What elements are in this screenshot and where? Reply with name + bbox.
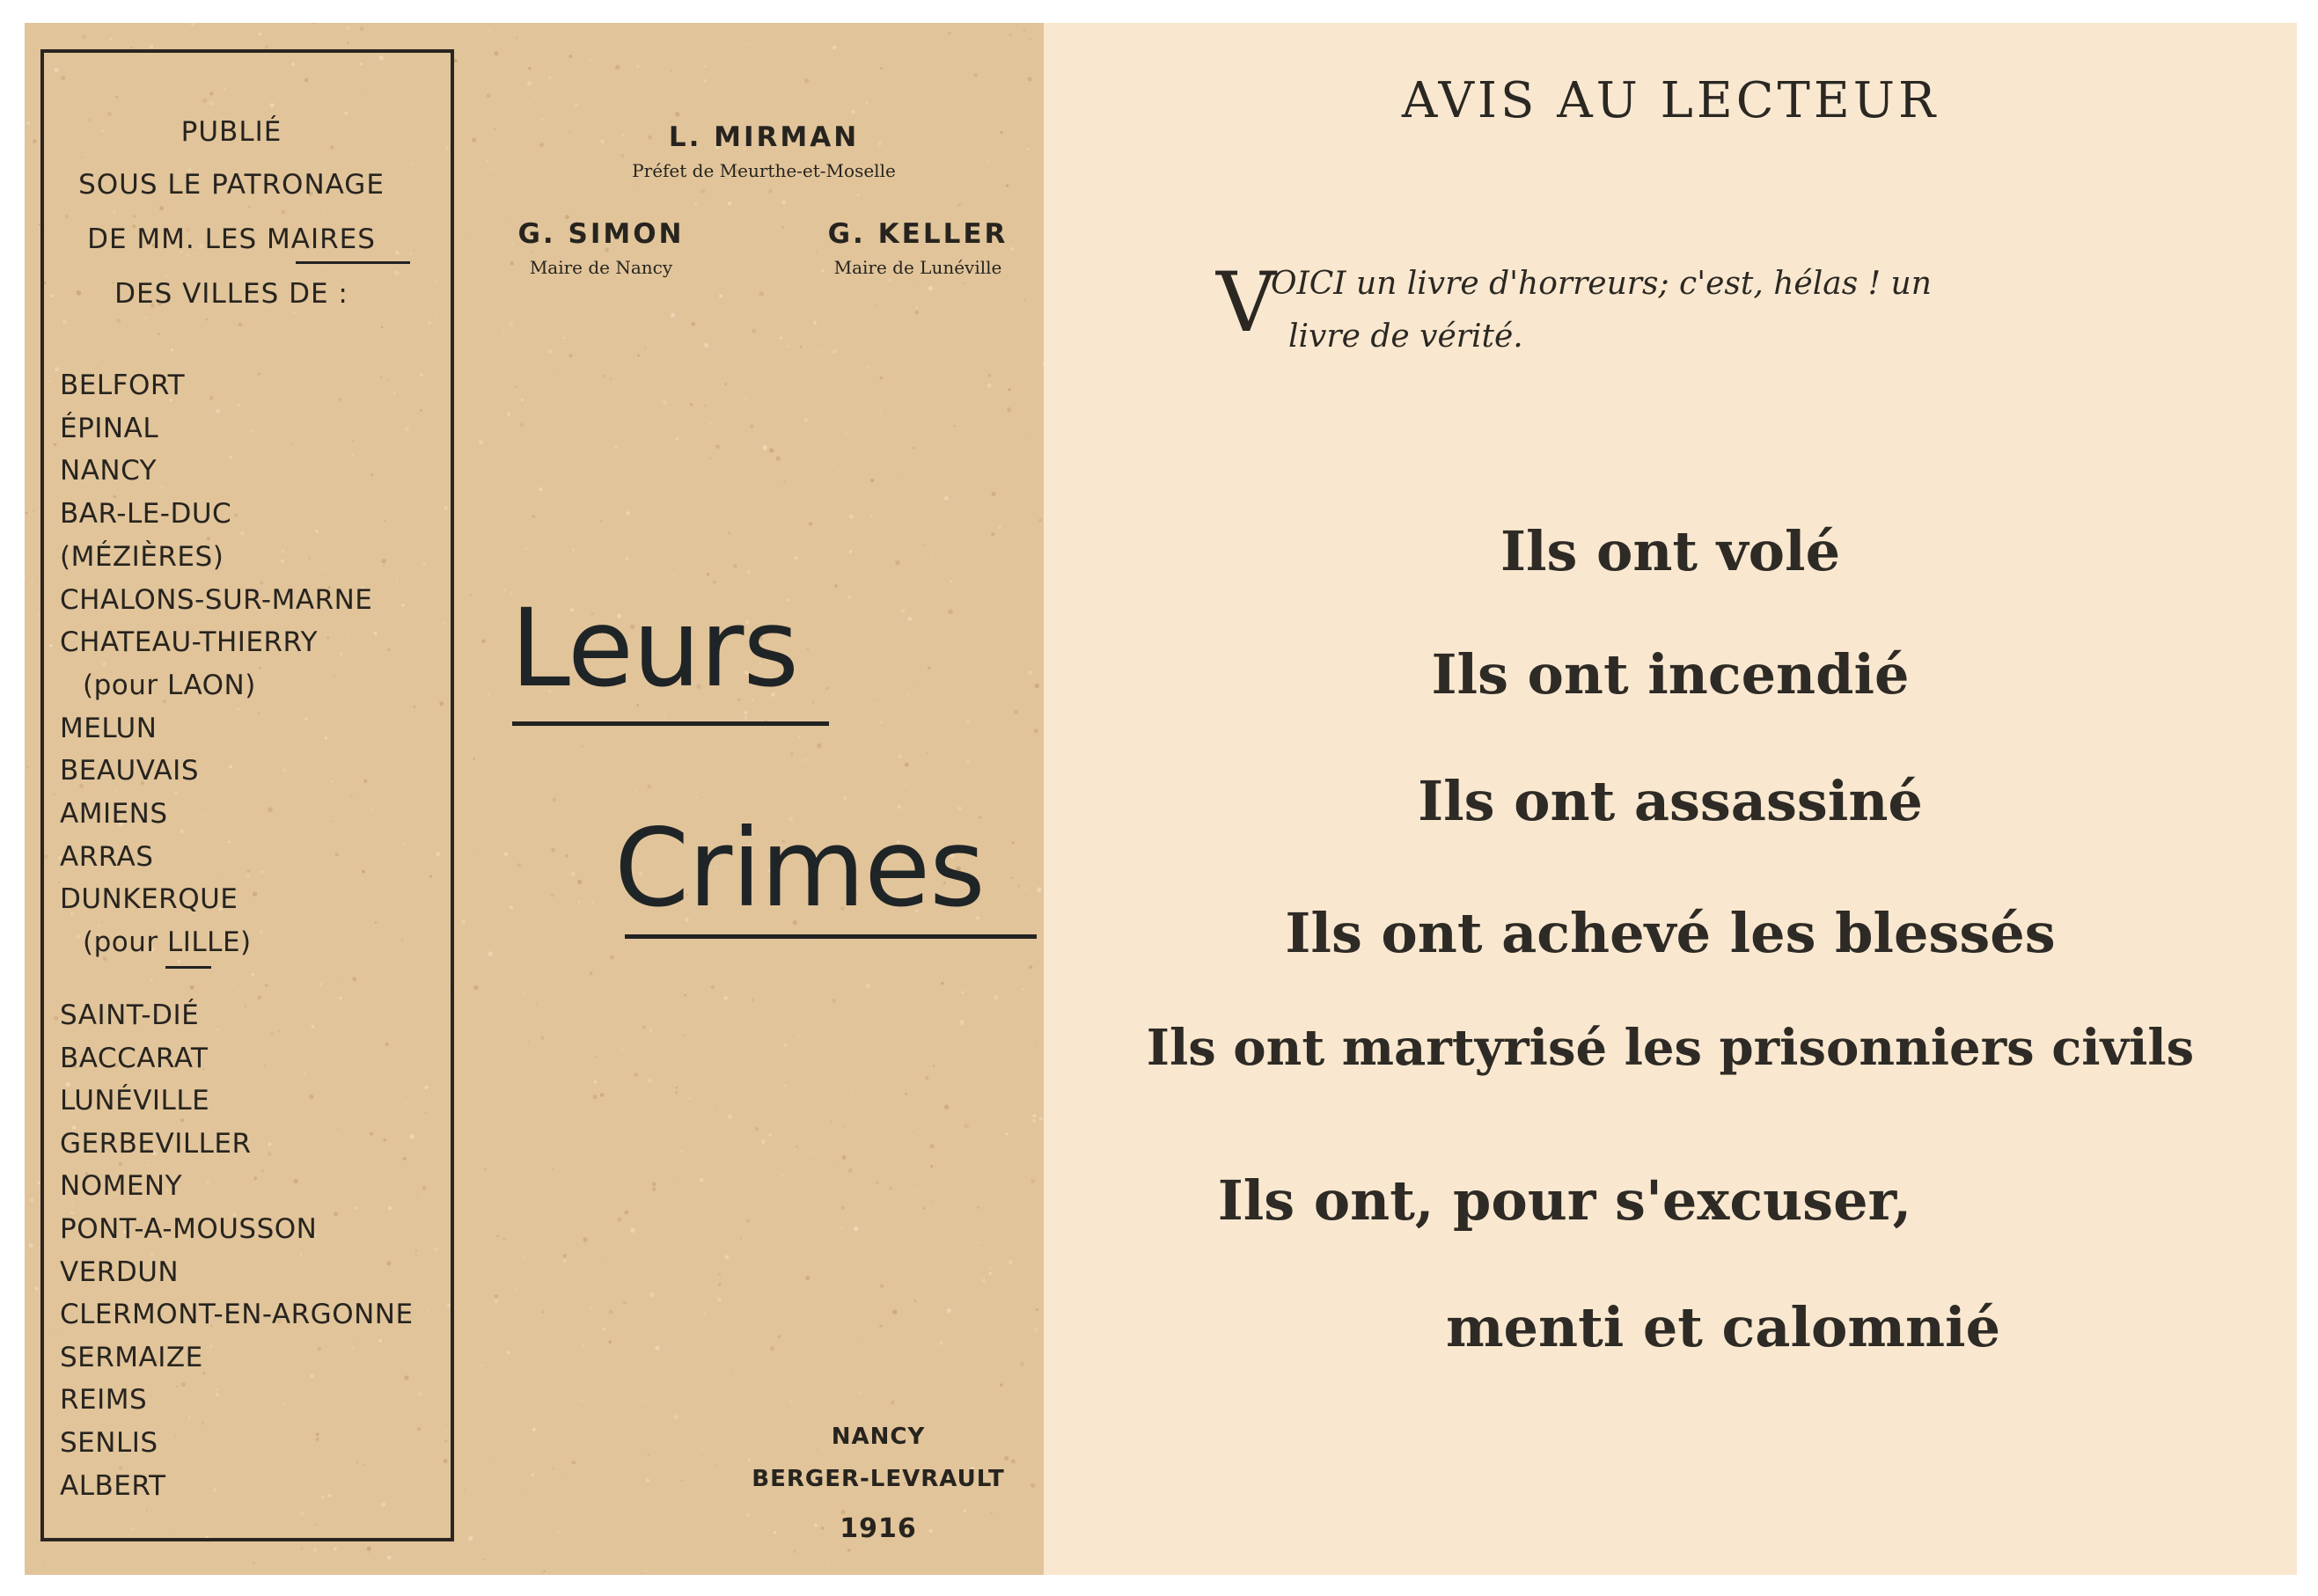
city-name: MELUN [60, 712, 158, 744]
statement-line: Ils ont incendié [1431, 642, 1910, 706]
city-name: DUNKERQUE [60, 883, 238, 916]
author-simon-name: G. SIMON [517, 218, 685, 250]
city-name: SERMAIZE [60, 1341, 203, 1373]
city-name: CHALONS-SUR-MARNE [60, 583, 373, 616]
city-separator [165, 966, 211, 969]
notice-page [1044, 23, 2297, 1575]
intro-line-2: livre de vérité. [1288, 318, 1523, 355]
author-mirman-name: L. MIRMAN [668, 121, 860, 153]
author-simon-role: Maire de Nancy [529, 257, 673, 278]
statement-line: Ils ont, pour s'excuser, [1217, 1168, 1912, 1233]
city-name: CLERMONT-EN-ARGONNE [60, 1299, 414, 1331]
city-name: VERDUN [60, 1256, 180, 1288]
author-keller-role: Maire de Lunéville [833, 257, 1002, 278]
author-mirman-role: Préfet de Meurthe-et-Moselle [632, 160, 896, 181]
city-name: NANCY [60, 455, 158, 487]
city-name: LUNÉVILLE [60, 1085, 210, 1117]
patronage-line: PUBLIÉ [180, 116, 282, 148]
city-name: GERBEVILLER [60, 1127, 252, 1160]
city-name: AMIENS [60, 798, 168, 830]
intro-dropcap: V [1216, 255, 1276, 351]
city-name: REIMS [60, 1384, 148, 1417]
publisher-city: NANCY [831, 1424, 926, 1450]
book-cover [25, 23, 1045, 1575]
city-name: PONT-A-MOUSSON [60, 1213, 318, 1245]
statement-line: Ils ont volé [1500, 519, 1841, 583]
title-leurs: Leurs [510, 586, 798, 711]
city-name: BAR-LE-DUC [60, 498, 232, 531]
city-name: (MÉZIÈRES) [60, 540, 224, 573]
patronage-line: SOUS LE PATRONAGE [78, 169, 385, 201]
underline-maires [296, 261, 410, 264]
city-name: NOMENY [60, 1170, 183, 1203]
city-name: SENLIS [60, 1427, 158, 1459]
city-name: (pour LILLE) [83, 926, 252, 959]
publisher-name: BERGER-LEVRAULT [752, 1466, 1005, 1492]
patronage-line: DES VILLES DE : [114, 278, 348, 310]
city-name: ALBERT [60, 1469, 166, 1502]
city-name: ÉPINAL [60, 412, 159, 444]
title-underline-2 [625, 934, 1037, 939]
title-underline-1 [512, 721, 829, 726]
city-name: BEAUVAIS [60, 755, 200, 787]
city-name: BELFORT [60, 370, 186, 401]
statement-line: Ils ont assassiné [1418, 769, 1923, 833]
city-name: SAINT-DIÉ [60, 999, 200, 1031]
patronage-line: DE MM. LES MAIRES [87, 223, 376, 255]
city-name: BACCARAT [60, 1042, 209, 1074]
statement-line: Ils ont martyrisé les prisonniers civils [1146, 1019, 2195, 1077]
title-crimes: Crimes [614, 806, 985, 931]
city-name: CHATEAU-THIERRY [60, 626, 319, 659]
notice-heading: AVIS AU LECTEUR [1401, 72, 1940, 129]
author-keller-name: G. KELLER [827, 218, 1009, 250]
publisher-year: 1916 [840, 1513, 917, 1544]
city-name: (pour LAON) [83, 669, 256, 701]
intro-line-1: OICI un livre d'horreurs; c'est, hélas ! un [1271, 266, 1932, 302]
final-line: menti et calomnié [1445, 1295, 2001, 1359]
statement-line: Ils ont achevé les blessés [1285, 901, 2056, 965]
city-name: ARRAS [60, 840, 154, 873]
